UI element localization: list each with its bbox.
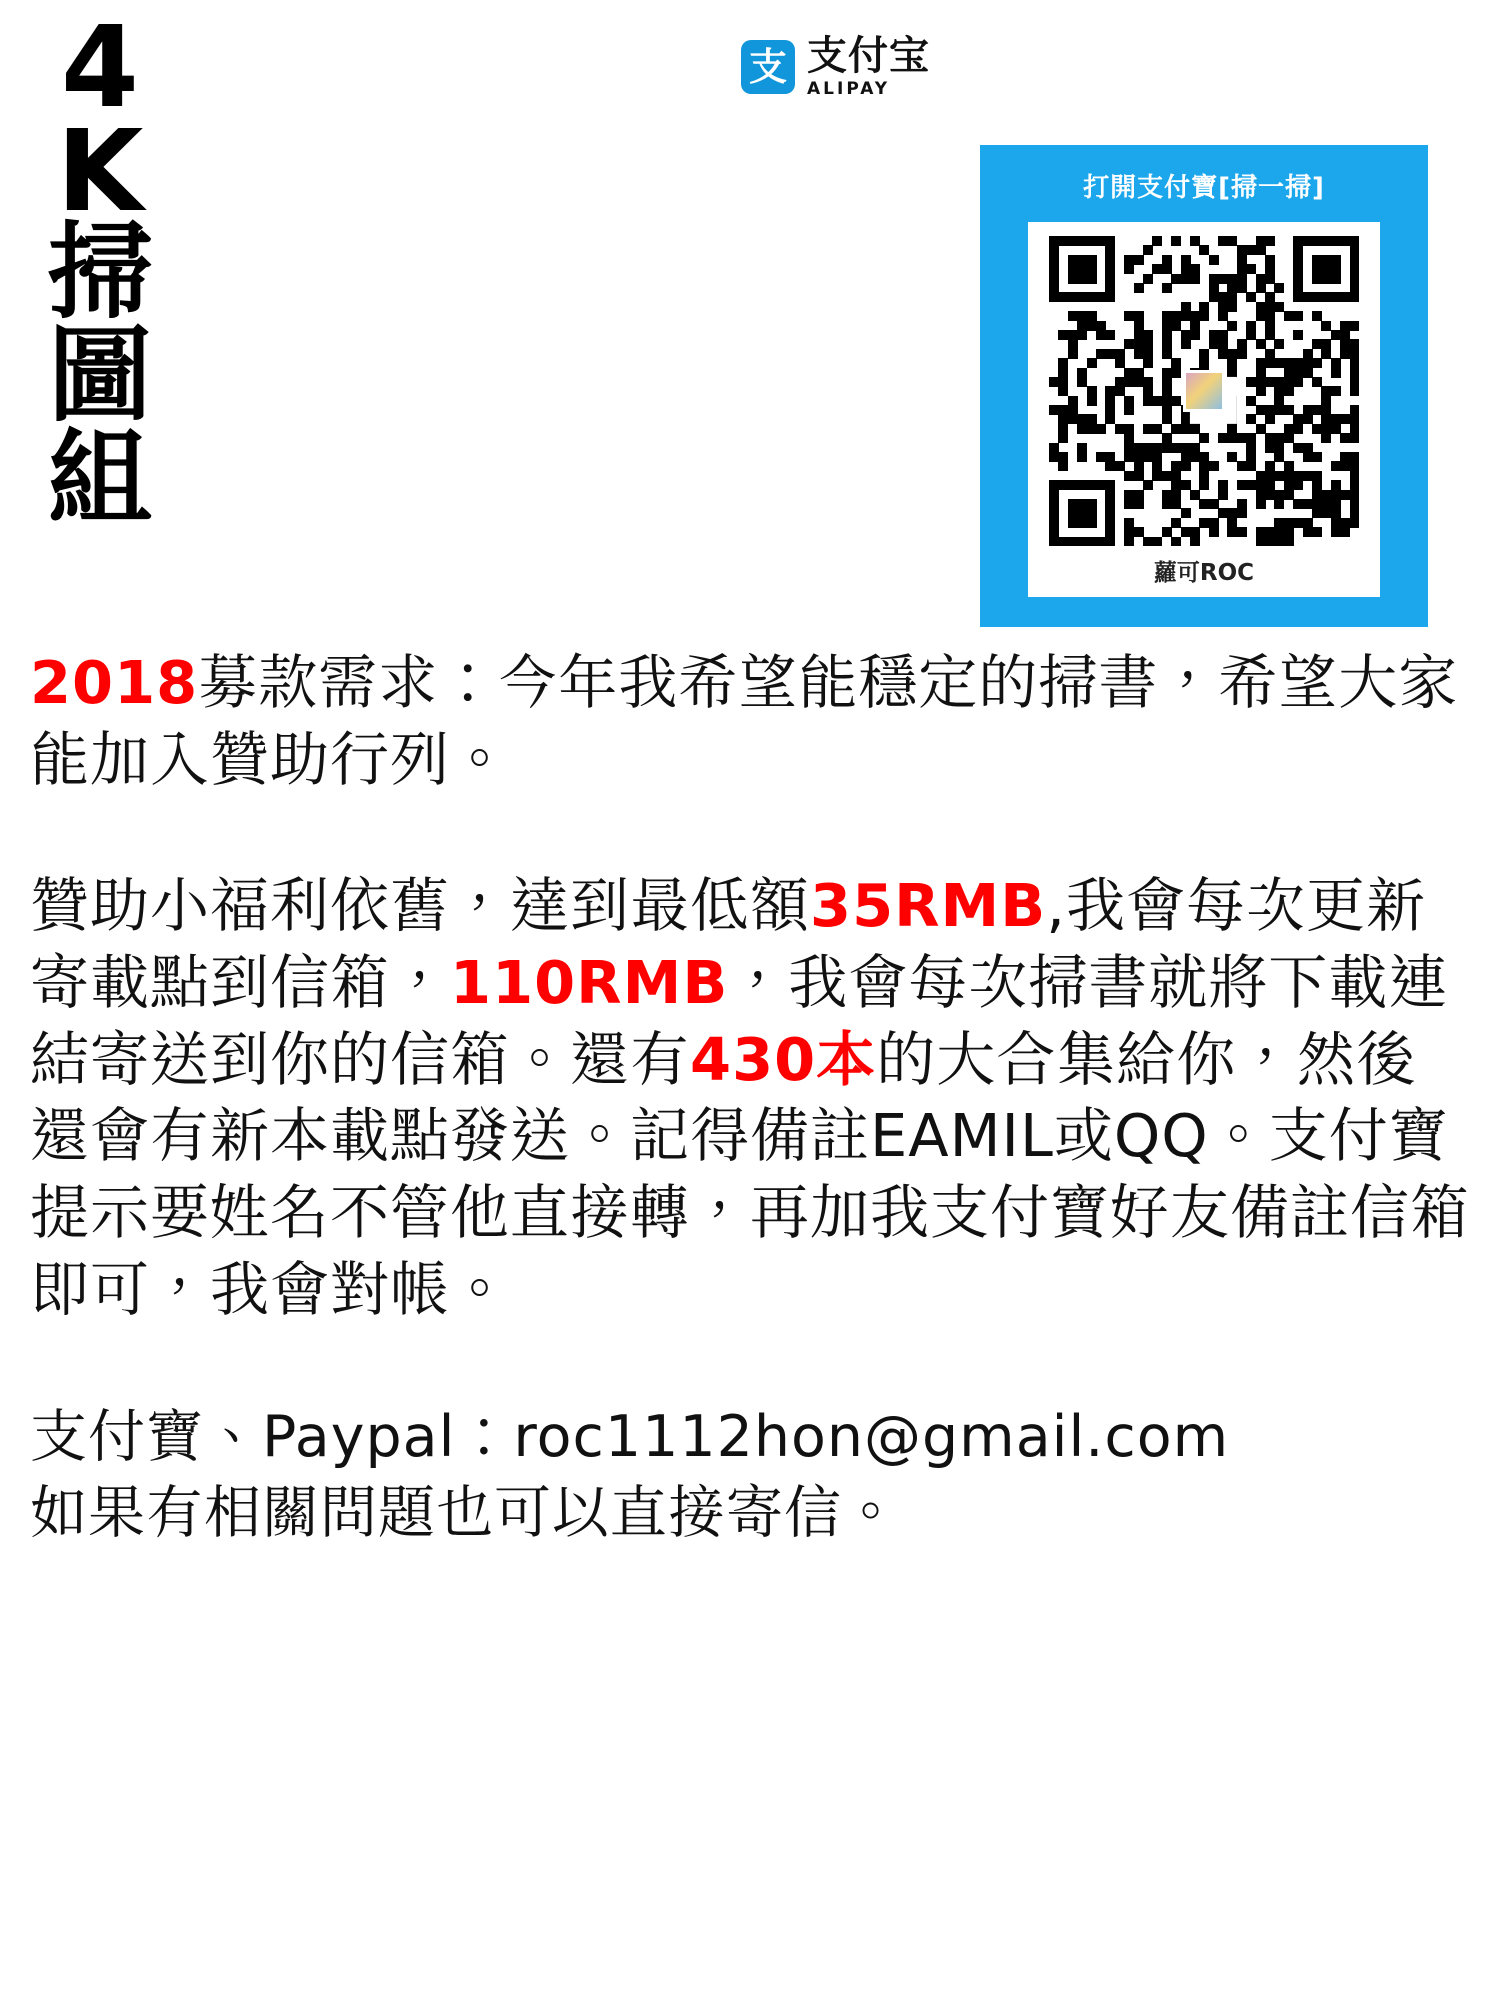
contact-note-line: 如果有相關問題也可以直接寄信。: [30, 1479, 900, 1546]
qr-account-name: 蘿可ROC: [1153, 560, 1255, 586]
amount-110rmb: 110RMB: [450, 948, 729, 1018]
qr-card: [1028, 222, 1380, 597]
count-430books: 430本: [690, 1024, 877, 1094]
alipay-name-cn: 支付宝: [807, 33, 930, 79]
title-char-3: 圖: [47, 314, 150, 437]
qr-center-avatar: [1183, 370, 1225, 412]
benefits-text-c: ，我會每次掃書就將下載連結寄送到你的信箱。還有: [30, 948, 1449, 1094]
title-char-4: 組: [47, 418, 150, 541]
alipay-name-en: ALIPAY: [807, 78, 891, 99]
body-text: [30, 645, 1470, 1565]
alipay-wordmark: [807, 33, 930, 99]
title-char-1: K: [56, 106, 142, 237]
qr-caption: 打開支付寶[掃一掃]: [1083, 173, 1325, 203]
title-char-0: 4: [61, 3, 137, 133]
qr-panel-inner: [980, 145, 1428, 627]
spacer-2: [30, 1343, 1470, 1399]
alipay-mark-glyph: 支: [748, 45, 787, 90]
title-char-2: 掃: [47, 210, 150, 333]
benefits-text-a: 贊助小福利依舊，達到最低額: [30, 871, 811, 941]
paragraph-benefits: [30, 868, 1470, 1328]
funding-text: 募款需求：今年我希望能穩定的掃書，希望大家能加入贊助行列。: [30, 648, 1459, 794]
spacer-1: [30, 812, 1470, 868]
benefits-text-b: ,我會每次更新寄載點到信箱，: [30, 871, 1426, 1018]
paragraph-contact: [30, 1399, 1470, 1552]
contact-email-line: 支付寶、Paypal：roc1112hon@gmail.com: [30, 1403, 1230, 1470]
paragraph-funding: [30, 645, 1470, 798]
qr-code-image[interactable]: [1049, 236, 1359, 546]
amount-35rmb: 35RMB: [810, 871, 1047, 941]
year-highlight: 2018: [30, 648, 199, 717]
page-title: [24, 3, 174, 541]
alipay-logo: [741, 33, 930, 99]
benefits-text-d: 的大合集給你，然後還會有新本載點發送。記得備註EAMIL或QQ。支付寶提示要姓名不管他直接轉，再加我支付寶好友備註信箱即可，我會對帳。: [30, 1024, 1471, 1324]
qr-panel: [980, 145, 1428, 627]
alipay-mark-icon: [741, 40, 795, 94]
